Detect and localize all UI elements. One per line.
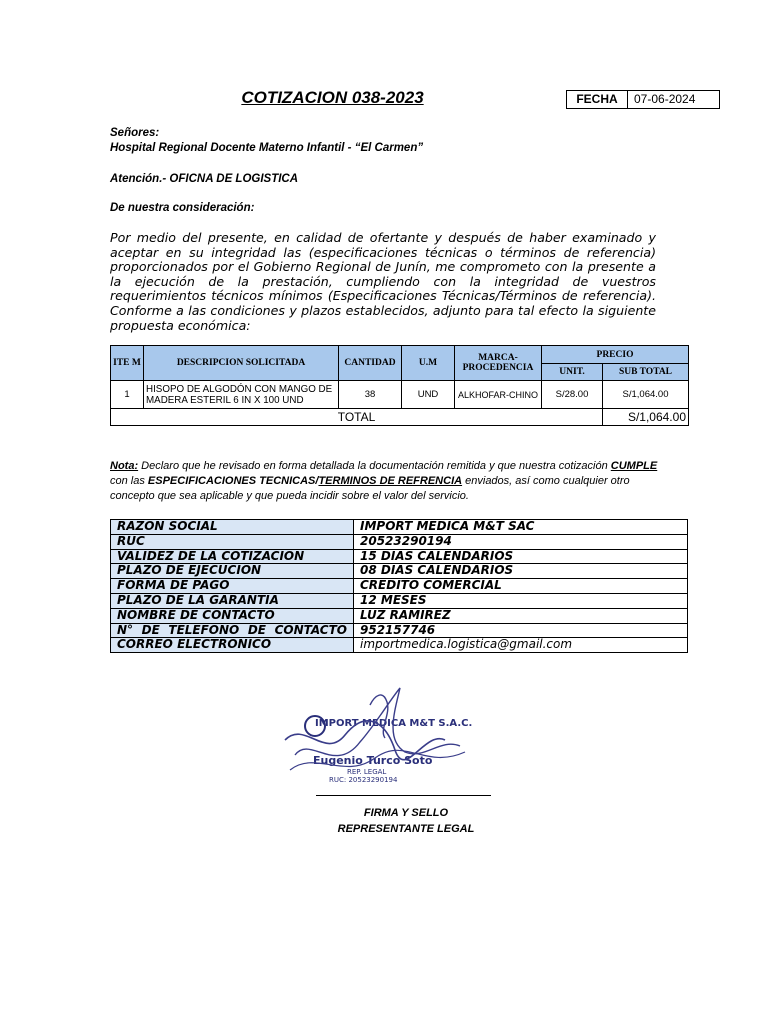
- info-row: [111, 623, 688, 638]
- info-key: RUC: [111, 534, 354, 549]
- cell-unit: S/28.00: [542, 381, 603, 409]
- info-value: LUZ RAMIREZ: [354, 608, 688, 623]
- info-value: 12 MESES: [354, 593, 688, 608]
- info-row: [111, 564, 688, 579]
- items-table: [110, 345, 689, 426]
- signature-caption: [316, 805, 496, 837]
- info-row: [111, 579, 688, 594]
- info-value: CREDITO COMERCIAL: [354, 579, 688, 594]
- info-value: 952157746: [354, 623, 688, 638]
- info-value: IMPORT MEDICA M&T SAC: [354, 520, 688, 535]
- date-value: 07-06-2024: [634, 92, 696, 106]
- stamp-company: IMPORT MEDICA M&T S.A.C.: [315, 718, 473, 729]
- total-label: TOTAL: [111, 409, 603, 426]
- info-row: [111, 549, 688, 564]
- signature-line: [316, 795, 491, 796]
- info-key: N° DE TELEFONO DE CONTACTO: [111, 623, 354, 638]
- col-um: U.M: [402, 346, 455, 381]
- note-label: Nota:: [110, 460, 139, 472]
- cell-cantidad: 38: [339, 381, 402, 409]
- table-row: [111, 381, 689, 409]
- total-value: S/1,064.00: [603, 409, 689, 426]
- info-value: 20523290194: [354, 534, 688, 549]
- info-row: [111, 608, 688, 623]
- cell-item: 1: [111, 381, 144, 409]
- info-row: [111, 520, 688, 535]
- stamp-graphic: [275, 680, 475, 790]
- intro-paragraph: Por medio del presente, en calidad de ofertante y después de haber examinado y aceptar en su integridad las (especificaciones técnicas o términos de referencia) proporcionados por el Gobierno Regional de Junín, me comprometo con la presente a la ejecución de la prestación, cumpliendo con la integridad de vuestros requerimientos técnicos mínimos (Especificaciones Técnicas/Términos de referencia). Conforme a las condiciones y plazos establecidos, adjunto para tal efecto la siguiente propuesta económica:: [110, 230, 656, 333]
- info-row: [111, 593, 688, 608]
- hospital-name: Hospital Regional Docente Materno Infantil - “El Carmen”: [110, 142, 424, 154]
- info-value: 08 DIAS CALENDARIOS: [354, 564, 688, 579]
- cell-descripcion: HISOPO DE ALGODÓN CON MANGO DE MADERA ESTERIL 6 IN X 100 UND: [144, 381, 339, 409]
- info-key: VALIDEZ DE LA COTIZACION: [111, 549, 354, 564]
- info-key: PLAZO DE EJECUCION: [111, 564, 354, 579]
- info-key: NOMBRE DE CONTACTO: [111, 608, 354, 623]
- cell-marca: ALKHOFAR-CHINO: [455, 381, 542, 409]
- consideration-line: De nuestra consideración:: [110, 202, 255, 214]
- info-key: RAZON SOCIAL: [111, 520, 354, 535]
- cell-um: UND: [402, 381, 455, 409]
- note-text-3: enviados, así como cualquier otro concepto que sea aplicable y que pueda incidir sobre el valor del servicio.: [110, 475, 630, 502]
- info-value: 15 DIAS CALENDARIOS: [354, 549, 688, 564]
- col-descripcion: DESCRIPCION SOLICITADA: [144, 346, 339, 381]
- total-row: [111, 409, 689, 426]
- note-especificaciones: ESPECIFICACIONES TECNICAS/: [147, 475, 319, 487]
- col-item: ITE M: [111, 346, 144, 381]
- note-cumple: CUMPLE: [610, 460, 658, 472]
- note-text-1: Declaro que he revisado en forma detallada la documentación remitida y que nuestra cotización: [138, 460, 611, 472]
- info-key: PLAZO DE LA GARANTIA: [111, 593, 354, 608]
- col-unit: UNIT.: [542, 364, 603, 381]
- cell-subtotal: S/1,064.00: [603, 381, 689, 409]
- company-stamp-signature: [275, 680, 475, 790]
- note-text-2: con las: [110, 475, 148, 487]
- firma-line-1: FIRMA Y SELLO: [363, 807, 449, 819]
- info-value: importmedica.logistica@gmail.com: [354, 638, 688, 653]
- stamp-name: Eugenio Turco Soto: [313, 754, 433, 767]
- attention-line: Atención.- OFICNA DE LOGISTICA: [110, 173, 299, 185]
- salutation: Señores:: [110, 127, 160, 139]
- col-subtotal: SUB TOTAL: [603, 364, 689, 381]
- note-paragraph: [110, 459, 658, 504]
- info-key: CORREO ELECTRONICO: [111, 638, 354, 653]
- note-terminos: TERMINOS DE REFRENCIA: [318, 475, 463, 487]
- col-cantidad: CANTIDAD: [339, 346, 402, 381]
- info-key: FORMA DE PAGO: [111, 579, 354, 594]
- company-info-table: [110, 519, 688, 653]
- info-row: [111, 534, 688, 549]
- document-title: COTIZACION 038-2023: [241, 88, 424, 107]
- date-label: FECHA: [567, 91, 628, 108]
- col-precio: PRECIO: [542, 346, 689, 364]
- date-box: [566, 90, 720, 109]
- stamp-role: REP. LEGAL: [347, 768, 387, 776]
- info-row: [111, 638, 688, 653]
- firma-line-2: REPRESENTANTE LEGAL: [337, 823, 475, 835]
- stamp-ruc: RUC: 20523290194: [329, 776, 398, 784]
- col-marca: MARCA-PROCEDENCIA: [455, 346, 542, 381]
